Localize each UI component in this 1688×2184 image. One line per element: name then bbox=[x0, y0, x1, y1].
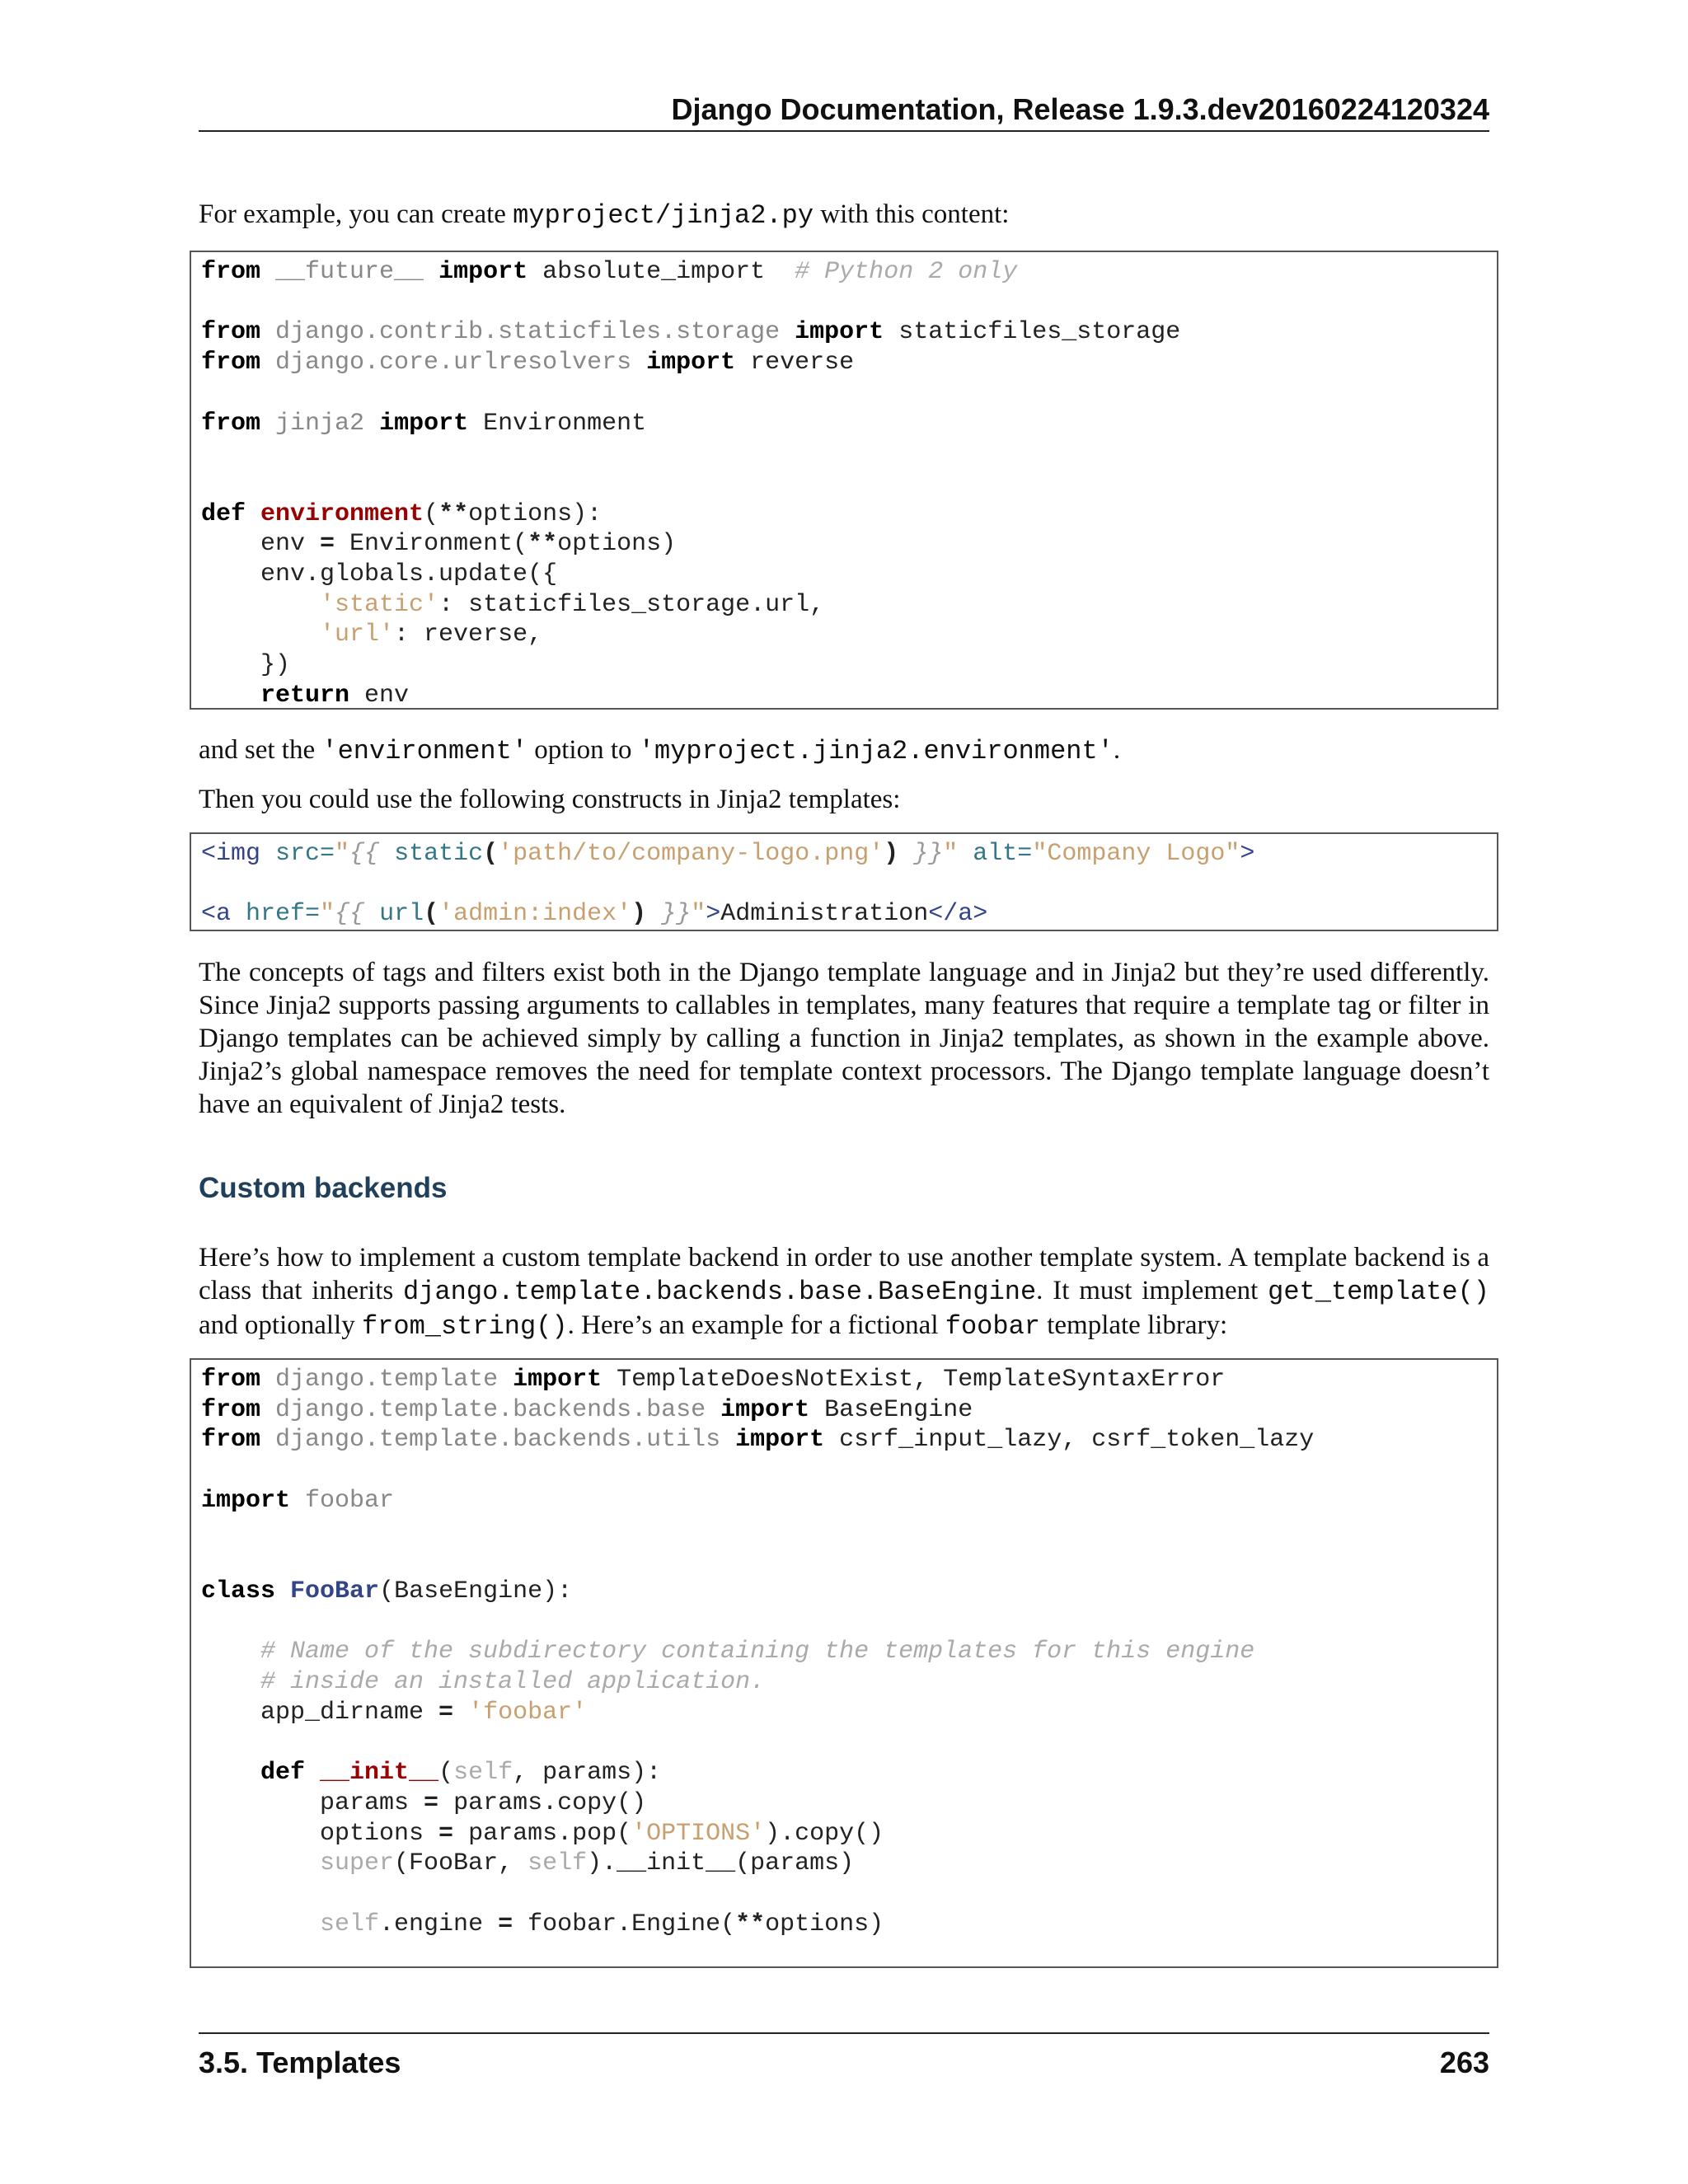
code-lines bbox=[201, 1365, 1487, 1939]
code-line: from django.template import TemplateDoesNotExist, TemplateSyntaxError bbox=[201, 1366, 1226, 1394]
code-line: 'url': reverse, bbox=[320, 621, 543, 649]
intro-paragraph: For example, you can create myproject/jinja2.py with this content: bbox=[199, 199, 1010, 231]
code-line: def __init__(self, params): bbox=[260, 1759, 662, 1788]
code-line bbox=[201, 870, 216, 898]
document-title: Django Documentation, Release 1.9.3.dev20160224120324 bbox=[671, 92, 1489, 126]
code-line bbox=[201, 1880, 216, 1908]
code-line: from django.template.backends.utils import csrf_input_lazy, csrf_token_lazy bbox=[201, 1426, 1315, 1455]
code-line: # Name of the subdirectory containing the templates for this engine bbox=[260, 1638, 1255, 1666]
code-line: env = Environment(**options) bbox=[201, 530, 677, 559]
inline-code-value: 'myproject.jinja2.environment' bbox=[638, 736, 1114, 766]
code-line bbox=[201, 439, 216, 467]
code-line: import foobar bbox=[201, 1486, 395, 1515]
code-line bbox=[201, 1456, 216, 1484]
code-line: from django.core.urlresolvers import reverse bbox=[201, 349, 855, 377]
code-lines bbox=[201, 257, 1487, 710]
code-line: params = params.copy() bbox=[201, 1788, 647, 1817]
page-footer bbox=[199, 2032, 1489, 2087]
code-line: 'static': staticfiles_storage.url, bbox=[320, 590, 825, 619]
code-block-jinja2-template bbox=[190, 832, 1498, 931]
set-option-paragraph: and set the 'environment' option to 'myproject.jinja2.environment'. bbox=[199, 735, 1121, 766]
code-block-foobar-backend bbox=[190, 1358, 1498, 1968]
concepts-paragraph: The concepts of tags and filters exist both in the Django template language and in Jinja2 but they’re used differently. Since Jinja2 supports passing arguments to callables in templates, many features that require a template tag or filter in Django templates can be achieved simply by calling a function in Jinja2 templates, as shown in the example above. Jinja2’s global namespace removes the need for template context processors. The Django template language doesn’t have an equivalent of Jinja2 tests. bbox=[199, 958, 1489, 1119]
code-line: from django.template.backends.base import BaseEngine bbox=[201, 1395, 973, 1424]
code-line: class FooBar(BaseEngine): bbox=[201, 1577, 573, 1605]
page-header bbox=[199, 89, 1489, 132]
code-line bbox=[201, 470, 216, 498]
code-line: return env bbox=[260, 681, 410, 710]
code-line: <img src="{{ static('path/to/company-logo.png') }}" alt="Company Logo"> bbox=[201, 840, 1255, 868]
code-line bbox=[201, 1517, 216, 1545]
page-number: 263 bbox=[1439, 2046, 1489, 2079]
code-line: app_dirname = 'foobar' bbox=[201, 1698, 588, 1727]
code-line: options = params.pop('OPTIONS').copy() bbox=[201, 1819, 884, 1848]
code-line: super(FooBar, self).__init__(params) bbox=[320, 1849, 855, 1878]
code-line: def environment(**options): bbox=[201, 499, 603, 528]
code-block-jinja2-env bbox=[190, 251, 1498, 710]
code-line: <a href="{{ url('admin:index') }}">Administration</a> bbox=[201, 900, 988, 929]
code-line: env.globals.update({ bbox=[201, 560, 558, 589]
inline-code-foobar: foobar bbox=[945, 1311, 1040, 1342]
inline-code-option: 'environment' bbox=[321, 736, 528, 766]
code-line bbox=[201, 1608, 216, 1636]
code-line bbox=[201, 1547, 216, 1575]
code-line: from jinja2 import Environment bbox=[201, 409, 647, 438]
code-lines bbox=[201, 839, 1487, 930]
inline-code-get-template: get_template() bbox=[1268, 1277, 1489, 1307]
code-line bbox=[201, 379, 216, 407]
code-line: self.engine = foobar.Engine(**options) bbox=[320, 1910, 884, 1938]
code-line: }) bbox=[201, 651, 291, 680]
section-heading: Custom backends bbox=[199, 1172, 448, 1204]
code-line bbox=[201, 1728, 216, 1756]
inline-code-baseengine: django.template.backends.base.BaseEngine bbox=[403, 1277, 1037, 1307]
then-paragraph: Then you could use the following constructs in Jinja2 templates: bbox=[199, 785, 901, 814]
code-line: # inside an installed application. bbox=[260, 1668, 766, 1697]
footer-section: 3.5. Templates bbox=[199, 2046, 401, 2079]
code-line bbox=[201, 288, 216, 316]
inline-code-from-string: from_string() bbox=[361, 1311, 568, 1342]
inline-code-path: myproject/jinja2.py bbox=[513, 200, 814, 231]
code-line: from __future__ import absolute_import # Python 2 only bbox=[201, 258, 1018, 286]
custom-backends-paragraph: Here’s how to implement a custom template backend in order to use another template system. A template backend is a class that inherits django.template.backends.base.BaseEngine. It must implement get_template() and optionally from_string(). Here’s an example for a fictional foobar template library: bbox=[199, 1243, 1489, 1342]
code-line: from django.contrib.staticfiles.storage import staticfiles_storage bbox=[201, 318, 1181, 347]
